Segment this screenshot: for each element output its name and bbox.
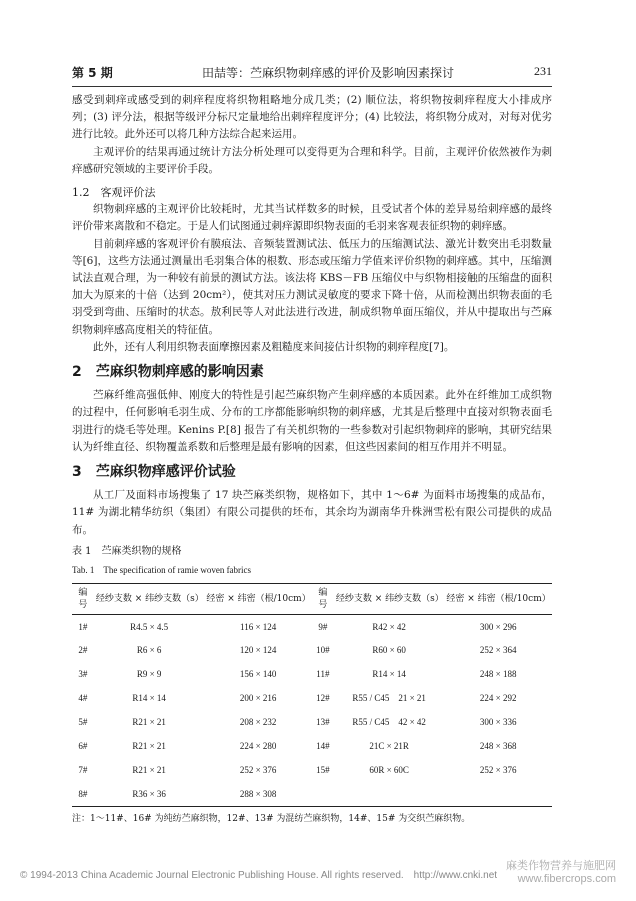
table-row — [72, 687, 552, 711]
header-density: 经密 × 纬密（根/10cm） — [446, 594, 551, 605]
paragraph: 主观评价的结果再通过统计方法分析处理可以变得更为合理和科学。目前，主观评价依然被作为刺痒感研究领域的主要评价手段。 — [72, 145, 552, 175]
page-footer — [20, 860, 616, 885]
table-row — [72, 711, 552, 735]
header-rule — [72, 86, 552, 87]
table-cell — [312, 783, 334, 807]
table-cell: 252 × 376 — [479, 765, 517, 776]
table-cell: 14# — [316, 741, 330, 752]
table-cell — [444, 783, 552, 807]
table-cell: R21 × 21 — [132, 717, 166, 728]
watermark-text: 麻类作物营养与施肥网 — [506, 860, 616, 872]
header-density: 经密 × 纬密（根/10cm） — [206, 594, 311, 605]
table-row — [72, 759, 552, 783]
table-cell: 3# — [78, 669, 88, 680]
table-cell: R36 × 36 — [132, 789, 166, 800]
table-cell: R14 × 14 — [132, 693, 166, 704]
table-cell: 224 × 280 — [239, 741, 277, 752]
copyright-notice: © 1994-2013 China Academic Journal Electronic Publishing House. All rights reserved. http://www.cnki.net — [20, 870, 498, 881]
table-cell: R6 × 6 — [136, 645, 162, 656]
table-cell: R9 × 9 — [136, 669, 162, 680]
table-row — [72, 663, 552, 687]
header-yarn: 经纱支数 × 纬纱支数（s） — [335, 594, 444, 605]
table-cell: 252 × 364 — [479, 645, 517, 656]
table-cell: 10# — [316, 645, 330, 656]
table-cell: 300 × 296 — [479, 621, 517, 632]
header-yarn: 经纱支数 × 纬纱支数（s） — [95, 594, 204, 605]
table-row — [72, 639, 552, 663]
paragraph: 织物刺痒感的主观评价比较耗时，尤其当试样数多的时候，且受试者个体的差异易给刺痒感的最终评价带来离散和不稳定。于是人们试图通过刺痒源即织物表面的毛羽来客观表征织物的刺痒感。 — [72, 203, 552, 233]
table-cell: 156 × 140 — [239, 669, 277, 680]
table-cell: 248 × 368 — [479, 741, 517, 752]
table-cell: 248 × 188 — [479, 669, 517, 680]
table-cell: R55 / C45 42 × 42 — [352, 717, 426, 728]
table-cell: R4.5 × 4.5 — [130, 621, 169, 632]
table-cell: 200 × 216 — [239, 693, 277, 704]
table-cell: 15# — [316, 765, 330, 776]
header-no: 编号 — [318, 588, 328, 611]
paragraph: 从工厂及面料市场搜集了 17 块苎麻类织物，规格如下，其中 1～6# 为面料市场搜集的成品布，11# 为湖北精华纺织（集团）有限公司提供的坯布，其余均为湖南华升株洲雪松有限公司提供的成品布。 — [72, 489, 552, 536]
table-note: 注：1～11#、16# 为纯纺苎麻织物，12#、13# 为混纺苎麻织物，14#、15# 为交织苎麻织物。 — [72, 814, 471, 825]
header-no: 编号 — [78, 588, 88, 611]
table-row — [72, 615, 552, 639]
table-cell: 21C × 21R — [369, 741, 409, 752]
table-cell: 60R × 60C — [369, 765, 409, 776]
subsection-heading: 1.2 客观评价法 — [72, 186, 156, 200]
table-cell: 9# — [318, 621, 328, 632]
issue-number: 第 5 期 — [72, 66, 113, 80]
table-cell: 7# — [78, 765, 88, 776]
watermark-url: www.fibercrops.com — [517, 873, 616, 885]
paragraph: 苎麻纤维高强低伸、刚度大的特性是引起苎麻织物产生刺痒感的本质因素。此外在纤维加工成织物的过程中，任何影响毛羽生成、分布的工序都能影响织物的刺痒感，尤其是后整理中直接对织物表面毛羽进行的烧毛等处理。Kenins P.[8] 报告了有关机织物的一些参数对引起织物刺痒的影响，其研究结果认为纤维直径、织物覆盖系数和后整理是最有影响的因素，但这些因素间的相互作用并不明显。 — [72, 389, 552, 453]
table-cell: R42 × 42 — [372, 621, 406, 632]
table-cell: 300 × 336 — [479, 717, 517, 728]
running-header — [72, 62, 552, 84]
table-cell: 5# — [78, 717, 88, 728]
table-cell: 11# — [316, 669, 330, 680]
table-cell: 8# — [78, 789, 88, 800]
table-cell: 116 × 124 — [240, 621, 277, 632]
table-cell: 208 × 232 — [239, 717, 277, 728]
paragraph: 感受到刺痒或感受到的刺痒程度将织物粗略地分成几类；(2) 顺位法，将织物按刺痒程度大小排成序列；(3) 评分法，根据等级评分标尺定量地给出刺痒程度评分；(4) 比较法，将织物分成对，对每对优劣进行比较。此外还可以将几种方法综合起来运用。 — [72, 94, 552, 141]
table-caption: 表 1 苎麻类织物的规格 — [72, 545, 182, 557]
specification-table — [72, 583, 552, 807]
table-cell: R55 / C45 21 × 21 — [352, 693, 426, 704]
table-cell: 224 × 292 — [479, 693, 517, 704]
table-cell: 4# — [78, 693, 88, 704]
table-cell: 6# — [78, 741, 88, 752]
table-cell: R21 × 21 — [132, 741, 166, 752]
article-body — [72, 92, 552, 828]
table-cell: 288 × 308 — [239, 789, 277, 800]
table-row — [72, 783, 552, 807]
table-cell: 2# — [78, 645, 88, 656]
table-header-row — [72, 584, 552, 615]
table-row — [72, 735, 552, 759]
table-cell — [334, 783, 445, 807]
section-heading: 2 苎麻织物刺痒感的影响因素 — [72, 364, 264, 381]
table-cell: 13# — [316, 717, 330, 728]
table-caption-en: Tab. 1 The specification of ramie woven fabrics — [72, 565, 252, 576]
section-heading: 3 苎麻织物痒感评价试验 — [72, 464, 236, 481]
watermark — [506, 860, 616, 886]
paragraph: 目前刺痒感的客观评价有膜痕法、音频装置测试法、低压力的压缩测试法、激光计数突出毛羽数量等[6]，这些方法通过测量出毛羽集合体的根数、形态或压缩力学值来评价织物的刺痒感。其中，压缩测试法直观合理，为一种较有前景的测试方法。该法将 KBS－FB 压缩仪中与织物相接触的压缩盘的面积加大为原来的十倍（达到 20cm²），使其对压力测试灵敏度的要求下降十倍，从而检测出织物表面的毛羽受到弯曲、压缩时的状态。敖利民等人对此法进行改进，制成织物单面压缩仪，并从中提取出与苎麻织物刺痒感高度相关的特征值。 — [72, 237, 552, 336]
table-cell: R14 × 14 — [372, 669, 406, 680]
table-cell: 120 × 124 — [239, 645, 277, 656]
running-title: 田喆等：苎麻织物刺痒感的评价及影响因素探讨 — [202, 66, 455, 80]
table-cell: R21 × 21 — [132, 765, 166, 776]
table-cell: 12# — [316, 693, 330, 704]
table-cell: 1# — [78, 621, 88, 632]
page-number: 231 — [534, 64, 552, 78]
table-cell: R60 × 60 — [372, 645, 406, 656]
paragraph: 此外，还有人利用织物表面摩擦因素及粗糙度来间接估计织物的刺痒程度[7]。 — [93, 340, 455, 353]
table-cell: 252 × 376 — [239, 765, 277, 776]
